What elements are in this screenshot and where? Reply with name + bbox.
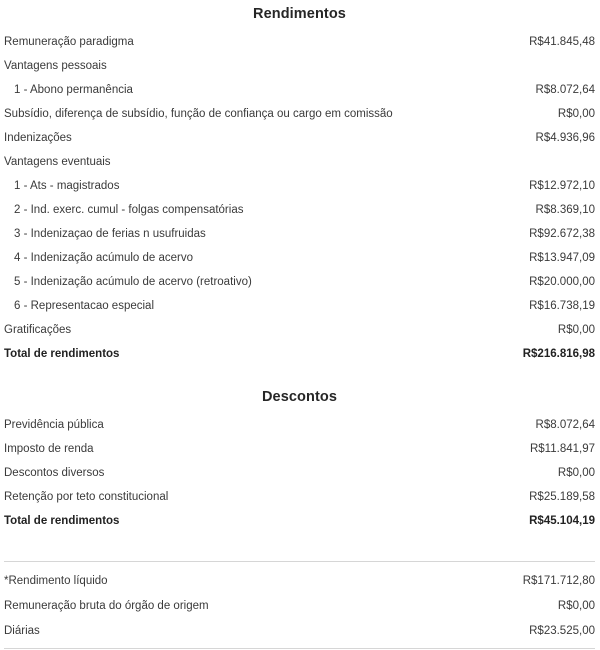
row-label: 1 - Ats - magistrados: [14, 180, 120, 192]
table-row: [4, 619, 595, 644]
row-value: R$25.189,58: [529, 491, 595, 503]
row-label: Remuneração paradigma: [4, 36, 134, 48]
row-value: R$45.104,19: [529, 515, 595, 527]
row-value: R$0,00: [557, 600, 595, 613]
section-title: Rendimentos: [253, 6, 346, 22]
row-value: R$8.072,64: [535, 84, 595, 96]
table-row: [4, 594, 595, 619]
section-rows: [4, 30, 595, 366]
row-value: R$4.936,96: [535, 132, 595, 144]
row-value: R$8.072,64: [535, 419, 595, 431]
table-row: [4, 461, 595, 485]
table-row: [4, 78, 595, 102]
row-label: Remuneração bruta do órgão de origem: [4, 600, 209, 613]
table-row: [4, 294, 595, 318]
table-row: [4, 318, 595, 342]
table-row: [4, 270, 595, 294]
row-label: Vantagens eventuais: [4, 156, 111, 168]
table-row: [4, 485, 595, 509]
row-value: R$171.712,80: [522, 575, 595, 588]
table-row: [4, 569, 595, 594]
row-value: R$41.845,48: [529, 36, 595, 48]
table-row: [4, 198, 595, 222]
row-label: Total de rendimentos: [4, 348, 120, 360]
row-label: Diárias: [4, 624, 40, 637]
summary-rows: [4, 569, 595, 643]
row-label: 5 - Indenização acúmulo de acervo (retroativo): [14, 276, 252, 288]
row-value: R$12.972,10: [529, 180, 595, 192]
summary-section: [4, 561, 595, 649]
statement-section: [4, 0, 595, 366]
row-value: R$92.672,38: [529, 228, 595, 240]
table-row: [4, 413, 595, 437]
row-value: R$216.816,98: [522, 348, 595, 360]
row-label: Gratificações: [4, 324, 72, 336]
row-label: Descontos diversos: [4, 467, 105, 479]
row-value: R$16.738,19: [529, 300, 595, 312]
row-label: Imposto de renda: [4, 443, 94, 455]
table-row: [4, 222, 595, 246]
row-label: Total de rendimentos: [4, 515, 120, 527]
row-value: R$0,00: [557, 108, 595, 120]
row-value: R$0,00: [557, 467, 595, 479]
row-value: R$11.841,97: [529, 443, 595, 455]
table-row: [4, 30, 595, 54]
row-label: Vantagens pessoais: [4, 60, 107, 72]
row-label: 4 - Indenização acúmulo de acervo: [14, 252, 193, 264]
section-rows: [4, 413, 595, 533]
table-row: [4, 437, 595, 461]
table-row: [4, 150, 595, 174]
table-row: [4, 342, 595, 366]
row-label: 3 - Indenizaçao de ferias n usufruidas: [14, 228, 206, 240]
sections-container: [4, 0, 595, 533]
row-label: Indenizações: [4, 132, 72, 144]
table-row: [4, 54, 595, 78]
row-label: Retenção por teto constitucional: [4, 491, 169, 503]
row-label: 1 - Abono permanência: [14, 84, 133, 96]
section-title: Descontos: [261, 389, 338, 405]
table-row: [4, 102, 595, 126]
row-label: Subsídio, diferença de subsídio, função de confiança ou cargo em comissão: [4, 108, 393, 120]
table-row: [4, 174, 595, 198]
statement-section: [4, 366, 595, 533]
row-value: R$20.000,00: [529, 276, 595, 288]
row-value: R$0,00: [557, 324, 595, 336]
row-label: 2 - Ind. exerc. cumul - folgas compensatórias: [14, 204, 244, 216]
bottom-divider: [4, 648, 595, 649]
row-label: Previdência pública: [4, 419, 104, 431]
row-label: 6 - Representacao especial: [14, 300, 154, 312]
table-row: [4, 126, 595, 150]
table-row: [4, 509, 595, 533]
row-label: *Rendimento líquido: [4, 575, 108, 588]
row-value: R$8.369,10: [535, 204, 595, 216]
table-row: [4, 246, 595, 270]
row-value: R$13.947,09: [529, 252, 595, 264]
row-value: R$23.525,00: [529, 624, 595, 637]
